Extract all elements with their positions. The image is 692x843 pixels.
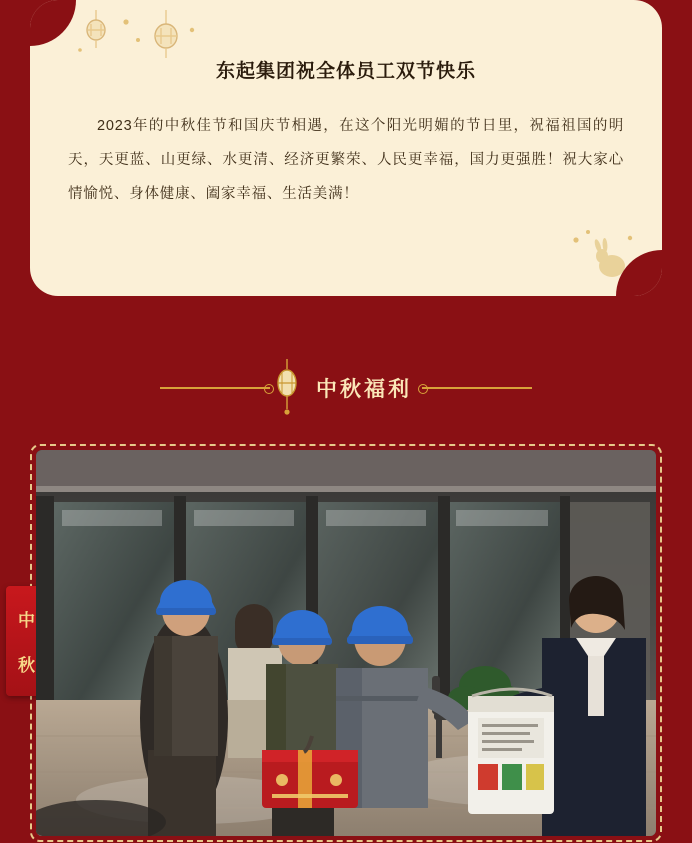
divider-line-right-icon	[422, 387, 532, 389]
greeting-card-container	[30, 0, 662, 296]
greeting-card	[30, 0, 662, 296]
divider-line-left-icon	[160, 387, 270, 389]
page-title: 东起集团祝全体员工双节快乐	[215, 61, 476, 82]
side-tag-char-1: 中	[18, 611, 36, 630]
lantern-icon	[270, 359, 304, 417]
greeting-paragraph: 2023年的中秋佳节和国庆节相遇，在这个阳光明媚的节日里，祝福祖国的明天，天更蓝、山更绿、水更清、经济更繁荣、人民更幸福，国力更强胜！祝大家心情愉悦、身体健康、阖家幸福、生活美满！	[68, 118, 624, 203]
photo-frame	[18, 444, 662, 842]
section-title: 中秋福利	[316, 378, 412, 401]
welfare-photo	[36, 450, 656, 836]
rabbit-decoration-icon	[568, 230, 638, 286]
side-tag-char-2: 秋	[18, 656, 36, 675]
section-header	[0, 358, 692, 418]
